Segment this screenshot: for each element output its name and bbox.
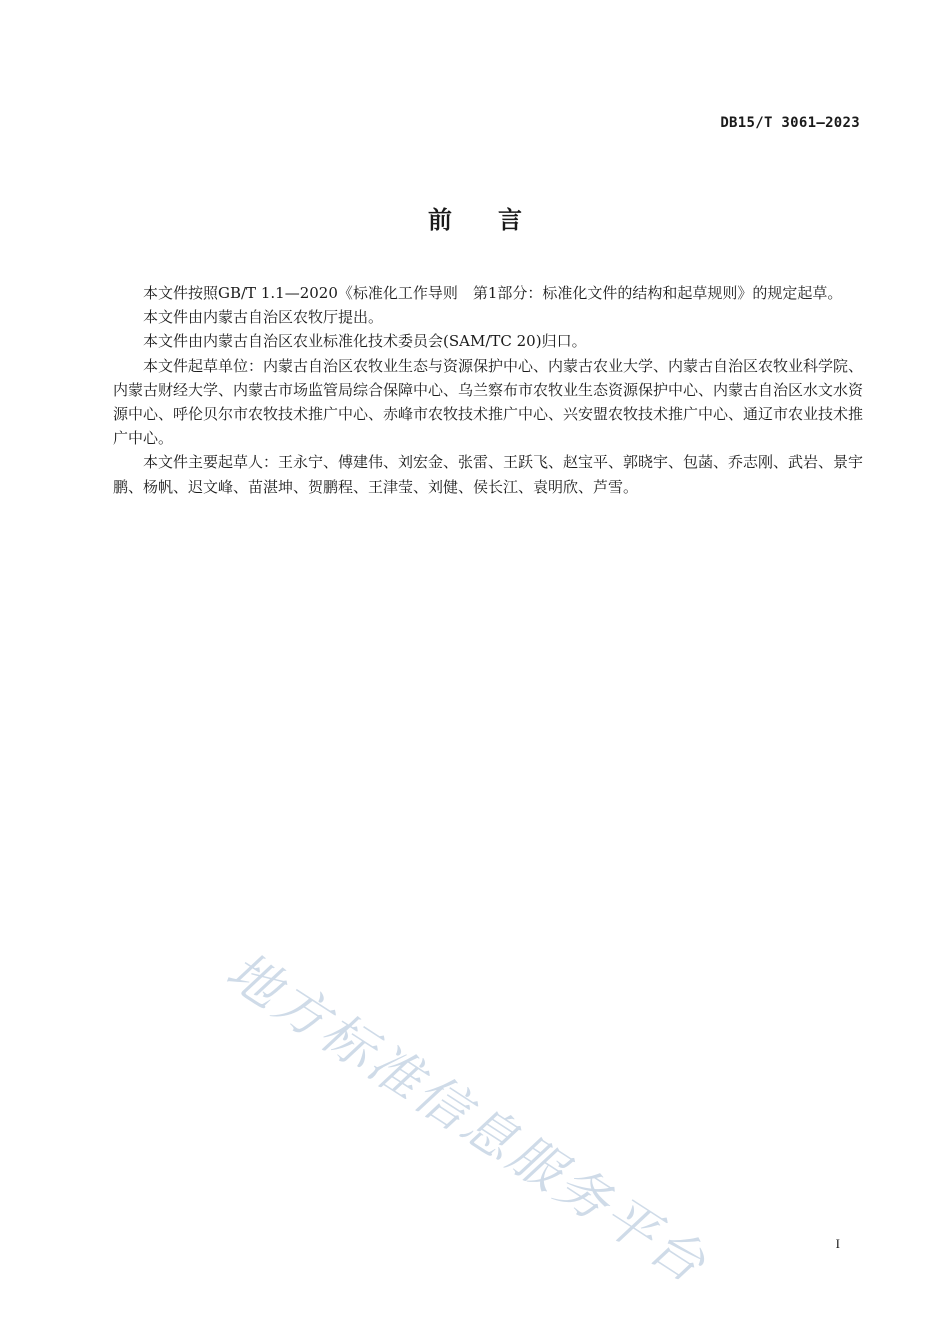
paragraph-proposer: 本文件由内蒙古自治区农牧厅提出。 (143, 308, 384, 327)
paragraph-drafting-rules: 本文件按照GB/T 1.1—2020《标准化工作导则 第1部分：标准化文件的结构和起草规则》的规定起草。 (143, 284, 843, 302)
paragraph-drafters: 本文件主要起草人：王永宁、傅建伟、刘宏金、张雷、王跃飞、赵宝平、郭晓宇、包菡、乔志刚、武岩、景宇鹏、杨帆、迟文峰、苗湛坤、贺鹏程、王津莹、刘健、侯长江、袁明欣、芦雪。 (113, 453, 864, 496)
document-code: DB15/T 3061—2023 (720, 115, 860, 131)
page-number: I (835, 1236, 840, 1251)
paragraph-drafting-units: 本文件起草单位：内蒙古自治区农牧业生态与资源保护中心、内蒙古农业大学、内蒙古自治区农牧业科学院、内蒙古财经大学、内蒙古市场监管局综合保障中心、乌兰察布市农牧业生态资源保护中心、内蒙古自治区水文水资源中心、呼伦贝尔市农牧技术推广中心、赤峰市农牧技术推广中心、兴安盟农牧技术推广中心、通辽市农业技术推广中心。 (113, 356, 864, 448)
foreword-body (113, 281, 863, 499)
page-title: 前言 (428, 206, 568, 234)
paragraph-committee: 本文件由内蒙古自治区农业标准化技术委员会(SAM/TC 20)归口。 (143, 332, 587, 351)
watermark: 地方标准信息服务平台 (215, 940, 719, 1297)
